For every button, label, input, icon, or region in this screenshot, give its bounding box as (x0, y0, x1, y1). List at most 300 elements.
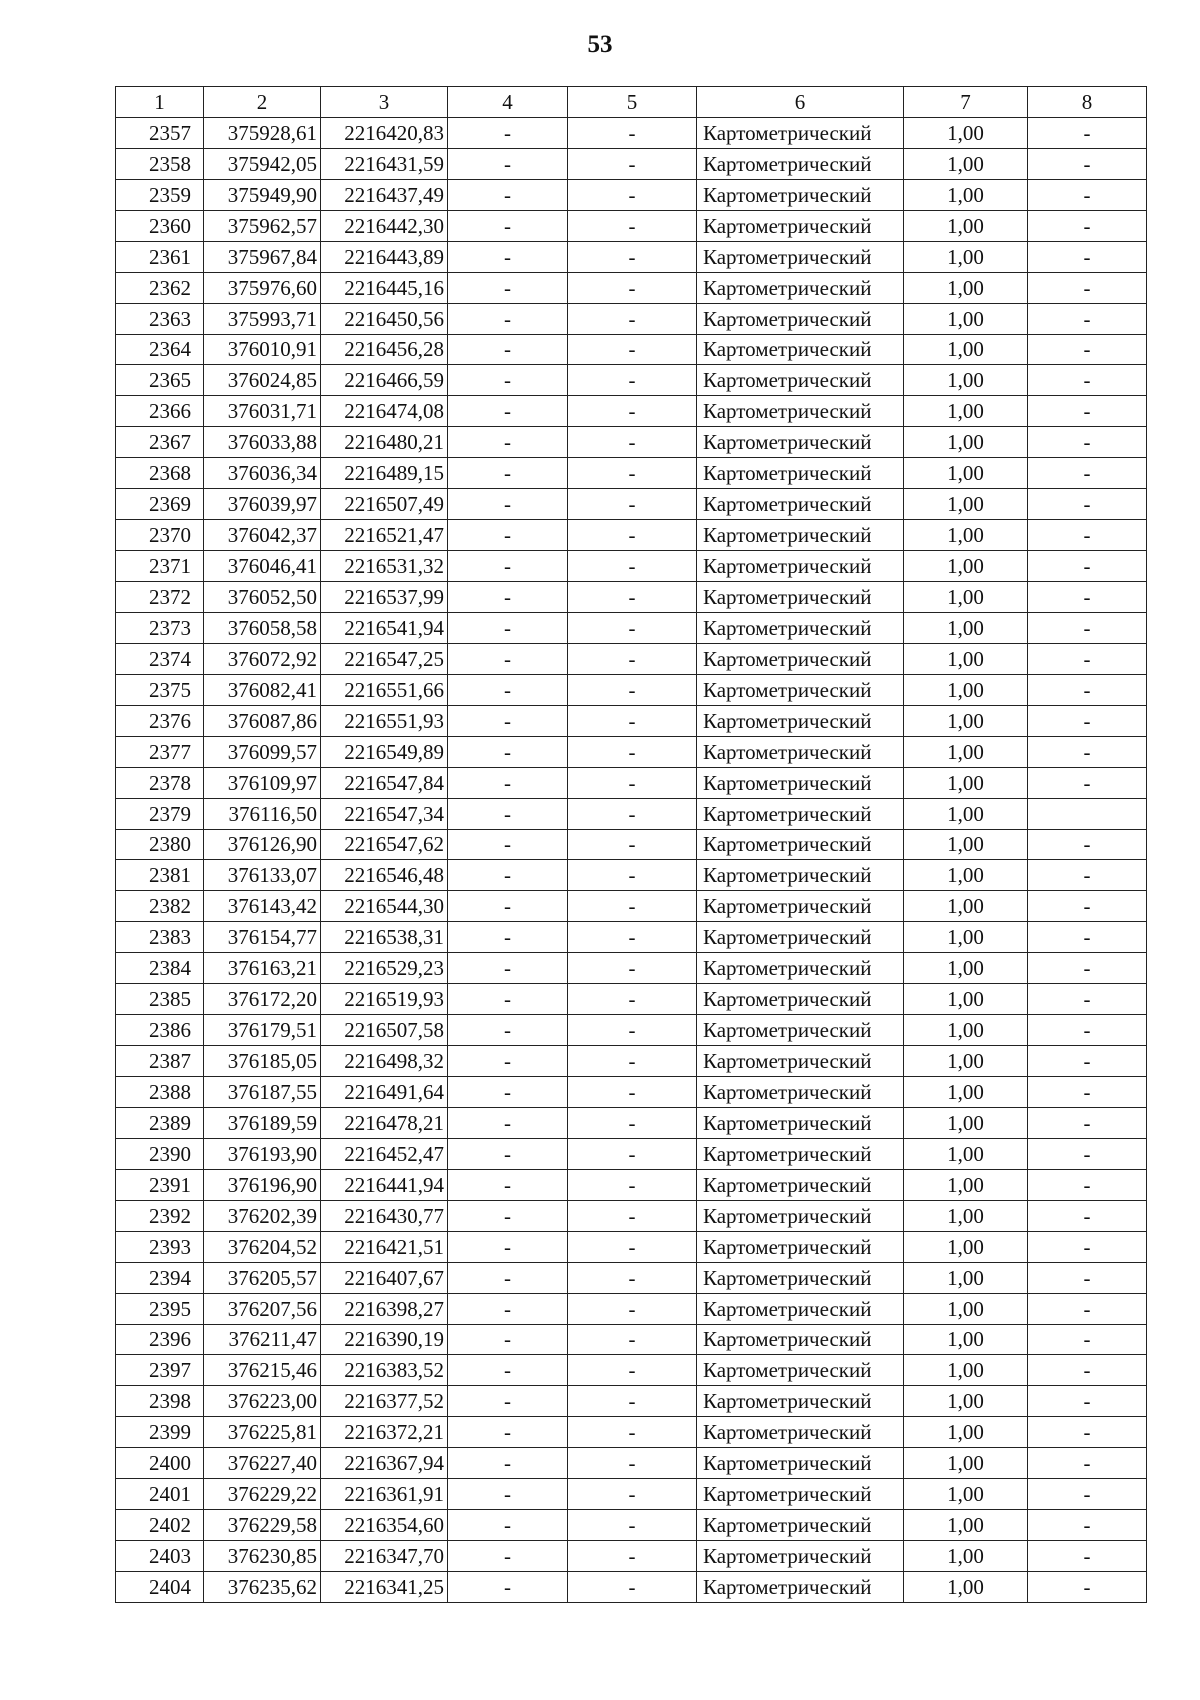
method-cell: Картометрический (697, 798, 904, 829)
point-number-cell: 2379 (116, 798, 204, 829)
point-number-cell: 2359 (116, 179, 204, 210)
column-8-cell: - (1028, 860, 1147, 891)
column-4-cell: - (448, 705, 568, 736)
x-coordinate-cell: 376163,21 (204, 953, 321, 984)
x-coordinate-cell: 376229,58 (204, 1510, 321, 1541)
method-cell: Картометрический (697, 1386, 904, 1417)
method-cell: Картометрический (697, 1138, 904, 1169)
column-5-cell: - (568, 458, 697, 489)
point-number-cell: 2381 (116, 860, 204, 891)
column-8-cell: - (1028, 953, 1147, 984)
column-5-cell: - (568, 396, 697, 427)
column-4-cell: - (448, 1448, 568, 1479)
point-number-cell: 2385 (116, 984, 204, 1015)
table-row (116, 674, 1147, 705)
accuracy-cell: 1,00 (904, 489, 1028, 520)
accuracy-cell: 1,00 (904, 458, 1028, 489)
table-row (116, 210, 1147, 241)
method-cell: Картометрический (697, 179, 904, 210)
y-coordinate-cell: 2216547,62 (321, 829, 448, 860)
method-cell: Картометрический (697, 1417, 904, 1448)
method-cell: Картометрический (697, 520, 904, 551)
method-cell: Картометрический (697, 334, 904, 365)
point-number-cell: 2378 (116, 767, 204, 798)
x-coordinate-cell: 376087,86 (204, 705, 321, 736)
point-number-cell: 2369 (116, 489, 204, 520)
column-5-cell: - (568, 1324, 697, 1355)
table-row (116, 1200, 1147, 1231)
y-coordinate-cell: 2216437,49 (321, 179, 448, 210)
point-number-cell: 2393 (116, 1231, 204, 1262)
point-number-cell: 2398 (116, 1386, 204, 1417)
x-coordinate-cell: 375967,84 (204, 241, 321, 272)
column-5-cell: - (568, 1572, 697, 1603)
y-coordinate-cell: 2216441,94 (321, 1169, 448, 1200)
column-header: 7 (904, 87, 1028, 118)
column-4-cell: - (448, 179, 568, 210)
column-5-cell: - (568, 1417, 697, 1448)
column-5-cell: - (568, 705, 697, 736)
column-5-cell: - (568, 272, 697, 303)
column-5-cell: - (568, 1355, 697, 1386)
table-row (116, 922, 1147, 953)
y-coordinate-cell: 2216521,47 (321, 520, 448, 551)
column-header: 6 (697, 87, 904, 118)
column-4-cell: - (448, 736, 568, 767)
column-5-cell: - (568, 1293, 697, 1324)
x-coordinate-cell: 376225,81 (204, 1417, 321, 1448)
x-coordinate-cell: 376036,34 (204, 458, 321, 489)
accuracy-cell: 1,00 (904, 241, 1028, 272)
column-4-cell: - (448, 1169, 568, 1200)
column-header: 5 (568, 87, 697, 118)
point-number-cell: 2367 (116, 427, 204, 458)
method-cell: Картометрический (697, 1107, 904, 1138)
column-8-cell: - (1028, 612, 1147, 643)
table-row (116, 1138, 1147, 1169)
accuracy-cell: 1,00 (904, 1293, 1028, 1324)
column-5-cell: - (568, 1046, 697, 1077)
table-row (116, 984, 1147, 1015)
column-8-cell: - (1028, 1448, 1147, 1479)
column-5-cell: - (568, 427, 697, 458)
point-number-cell: 2364 (116, 334, 204, 365)
y-coordinate-cell: 2216372,21 (321, 1417, 448, 1448)
y-coordinate-cell: 2216452,47 (321, 1138, 448, 1169)
table-row (116, 798, 1147, 829)
accuracy-cell: 1,00 (904, 1077, 1028, 1108)
method-cell: Картометрический (697, 241, 904, 272)
table-header (116, 87, 1147, 118)
method-cell: Картометрический (697, 891, 904, 922)
method-cell: Картометрический (697, 117, 904, 148)
table-row (116, 829, 1147, 860)
table-row (116, 1541, 1147, 1572)
column-5-cell: - (568, 1479, 697, 1510)
table-row (116, 1046, 1147, 1077)
accuracy-cell: 1,00 (904, 705, 1028, 736)
accuracy-cell: 1,00 (904, 1448, 1028, 1479)
accuracy-cell: 1,00 (904, 736, 1028, 767)
y-coordinate-cell: 2216430,77 (321, 1200, 448, 1231)
point-number-cell: 2361 (116, 241, 204, 272)
method-cell: Картометрический (697, 767, 904, 798)
column-5-cell: - (568, 953, 697, 984)
x-coordinate-cell: 376172,20 (204, 984, 321, 1015)
y-coordinate-cell: 2216551,66 (321, 674, 448, 705)
column-8-cell: - (1028, 427, 1147, 458)
column-4-cell: - (448, 551, 568, 582)
column-4-cell: - (448, 1077, 568, 1108)
table-body (116, 117, 1147, 1602)
table-row (116, 1510, 1147, 1541)
column-8-cell: - (1028, 829, 1147, 860)
method-cell: Картометрический (697, 1200, 904, 1231)
column-8-cell: - (1028, 458, 1147, 489)
y-coordinate-cell: 2216547,84 (321, 767, 448, 798)
accuracy-cell: 1,00 (904, 1417, 1028, 1448)
x-coordinate-cell: 376215,46 (204, 1355, 321, 1386)
accuracy-cell: 1,00 (904, 1200, 1028, 1231)
y-coordinate-cell: 2216547,34 (321, 798, 448, 829)
table-row (116, 736, 1147, 767)
table-row (116, 1355, 1147, 1386)
column-5-cell: - (568, 736, 697, 767)
x-coordinate-cell: 376052,50 (204, 582, 321, 613)
y-coordinate-cell: 2216507,49 (321, 489, 448, 520)
table-row (116, 520, 1147, 551)
method-cell: Картометрический (697, 551, 904, 582)
x-coordinate-cell: 376072,92 (204, 643, 321, 674)
table-row (116, 1324, 1147, 1355)
column-8-cell: - (1028, 1293, 1147, 1324)
method-cell: Картометрический (697, 1541, 904, 1572)
accuracy-cell: 1,00 (904, 396, 1028, 427)
column-8-cell: - (1028, 1200, 1147, 1231)
y-coordinate-cell: 2216507,58 (321, 1015, 448, 1046)
accuracy-cell: 1,00 (904, 860, 1028, 891)
method-cell: Картометрический (697, 953, 904, 984)
point-number-cell: 2394 (116, 1262, 204, 1293)
point-number-cell: 2368 (116, 458, 204, 489)
column-8-cell: - (1028, 1510, 1147, 1541)
column-8-cell: - (1028, 489, 1147, 520)
x-coordinate-cell: 376099,57 (204, 736, 321, 767)
method-cell: Картометрический (697, 1015, 904, 1046)
method-cell: Картометрический (697, 736, 904, 767)
column-8-cell: - (1028, 117, 1147, 148)
column-8-cell (1028, 798, 1147, 829)
column-4-cell: - (448, 767, 568, 798)
column-5-cell: - (568, 829, 697, 860)
x-coordinate-cell: 376179,51 (204, 1015, 321, 1046)
accuracy-cell: 1,00 (904, 1138, 1028, 1169)
y-coordinate-cell: 2216450,56 (321, 303, 448, 334)
table-row (116, 1417, 1147, 1448)
x-coordinate-cell: 376211,47 (204, 1324, 321, 1355)
column-5-cell: - (568, 582, 697, 613)
column-4-cell: - (448, 1262, 568, 1293)
accuracy-cell: 1,00 (904, 1262, 1028, 1293)
column-4-cell: - (448, 1138, 568, 1169)
column-4-cell: - (448, 1015, 568, 1046)
x-coordinate-cell: 376154,77 (204, 922, 321, 953)
column-4-cell: - (448, 582, 568, 613)
x-coordinate-cell: 376039,97 (204, 489, 321, 520)
column-4-cell: - (448, 303, 568, 334)
table-row (116, 272, 1147, 303)
x-coordinate-cell: 376202,39 (204, 1200, 321, 1231)
column-5-cell: - (568, 860, 697, 891)
method-cell: Картометрический (697, 458, 904, 489)
accuracy-cell: 1,00 (904, 303, 1028, 334)
x-coordinate-cell: 376031,71 (204, 396, 321, 427)
point-number-cell: 2372 (116, 582, 204, 613)
column-5-cell: - (568, 798, 697, 829)
column-8-cell: - (1028, 1417, 1147, 1448)
point-number-cell: 2389 (116, 1107, 204, 1138)
method-cell: Картометрический (697, 1293, 904, 1324)
column-8-cell: - (1028, 1355, 1147, 1386)
column-8-cell: - (1028, 643, 1147, 674)
method-cell: Картометрический (697, 148, 904, 179)
method-cell: Картометрический (697, 582, 904, 613)
column-5-cell: - (568, 365, 697, 396)
table-row (116, 489, 1147, 520)
point-number-cell: 2360 (116, 210, 204, 241)
column-4-cell: - (448, 1046, 568, 1077)
x-coordinate-cell: 376033,88 (204, 427, 321, 458)
column-5-cell: - (568, 303, 697, 334)
table-row (116, 1479, 1147, 1510)
y-coordinate-cell: 2216443,89 (321, 241, 448, 272)
column-5-cell: - (568, 767, 697, 798)
method-cell: Картометрический (697, 674, 904, 705)
point-number-cell: 2386 (116, 1015, 204, 1046)
method-cell: Картометрический (697, 210, 904, 241)
point-number-cell: 2358 (116, 148, 204, 179)
y-coordinate-cell: 2216354,60 (321, 1510, 448, 1541)
column-8-cell: - (1028, 179, 1147, 210)
column-5-cell: - (568, 1231, 697, 1262)
column-5-cell: - (568, 1541, 697, 1572)
accuracy-cell: 1,00 (904, 674, 1028, 705)
column-8-cell: - (1028, 303, 1147, 334)
column-8-cell: - (1028, 148, 1147, 179)
method-cell: Картометрический (697, 705, 904, 736)
column-8-cell: - (1028, 891, 1147, 922)
column-8-cell: - (1028, 365, 1147, 396)
accuracy-cell: 1,00 (904, 551, 1028, 582)
column-5-cell: - (568, 489, 697, 520)
accuracy-cell: 1,00 (904, 953, 1028, 984)
point-number-cell: 2400 (116, 1448, 204, 1479)
table-row (116, 1077, 1147, 1108)
x-coordinate-cell: 376193,90 (204, 1138, 321, 1169)
column-4-cell: - (448, 1479, 568, 1510)
x-coordinate-cell: 376046,41 (204, 551, 321, 582)
column-4-cell: - (448, 643, 568, 674)
column-8-cell: - (1028, 582, 1147, 613)
x-coordinate-cell: 376187,55 (204, 1077, 321, 1108)
method-cell: Картометрический (697, 1077, 904, 1108)
point-number-cell: 2392 (116, 1200, 204, 1231)
table-row (116, 1386, 1147, 1417)
column-4-cell: - (448, 458, 568, 489)
accuracy-cell: 1,00 (904, 1324, 1028, 1355)
accuracy-cell: 1,00 (904, 117, 1028, 148)
point-number-cell: 2362 (116, 272, 204, 303)
y-coordinate-cell: 2216537,99 (321, 582, 448, 613)
x-coordinate-cell: 376082,41 (204, 674, 321, 705)
table-row (116, 1107, 1147, 1138)
column-5-cell: - (568, 643, 697, 674)
column-8-cell: - (1028, 334, 1147, 365)
method-cell: Картометрический (697, 829, 904, 860)
point-number-cell: 2370 (116, 520, 204, 551)
x-coordinate-cell: 376116,50 (204, 798, 321, 829)
table-row (116, 705, 1147, 736)
accuracy-cell: 1,00 (904, 829, 1028, 860)
column-8-cell: - (1028, 705, 1147, 736)
y-coordinate-cell: 2216531,32 (321, 551, 448, 582)
y-coordinate-cell: 2216474,08 (321, 396, 448, 427)
point-number-cell: 2371 (116, 551, 204, 582)
column-5-cell: - (568, 241, 697, 272)
column-8-cell: - (1028, 1386, 1147, 1417)
column-header: 8 (1028, 87, 1147, 118)
column-5-cell: - (568, 891, 697, 922)
column-4-cell: - (448, 612, 568, 643)
method-cell: Картометрический (697, 643, 904, 674)
column-5-cell: - (568, 1386, 697, 1417)
column-8-cell: - (1028, 1479, 1147, 1510)
y-coordinate-cell: 2216420,83 (321, 117, 448, 148)
y-coordinate-cell: 2216480,21 (321, 427, 448, 458)
table-row (116, 860, 1147, 891)
table-row (116, 365, 1147, 396)
x-coordinate-cell: 375993,71 (204, 303, 321, 334)
column-8-cell: - (1028, 1077, 1147, 1108)
x-coordinate-cell: 376205,57 (204, 1262, 321, 1293)
column-8-cell: - (1028, 241, 1147, 272)
y-coordinate-cell: 2216498,32 (321, 1046, 448, 1077)
point-number-cell: 2396 (116, 1324, 204, 1355)
y-coordinate-cell: 2216421,51 (321, 1231, 448, 1262)
column-header: 2 (204, 87, 321, 118)
column-8-cell: - (1028, 520, 1147, 551)
column-8-cell: - (1028, 674, 1147, 705)
point-number-cell: 2376 (116, 705, 204, 736)
column-8-cell: - (1028, 1262, 1147, 1293)
column-5-cell: - (568, 1169, 697, 1200)
coordinates-table (115, 86, 1147, 1603)
y-coordinate-cell: 2216538,31 (321, 922, 448, 953)
column-5-cell: - (568, 334, 697, 365)
method-cell: Картометрический (697, 365, 904, 396)
method-cell: Картометрический (697, 1231, 904, 1262)
table-row (116, 1448, 1147, 1479)
x-coordinate-cell: 376042,37 (204, 520, 321, 551)
column-4-cell: - (448, 829, 568, 860)
column-8-cell: - (1028, 1046, 1147, 1077)
table-row (116, 117, 1147, 148)
table-row (116, 334, 1147, 365)
column-5-cell: - (568, 179, 697, 210)
column-8-cell: - (1028, 1324, 1147, 1355)
column-4-cell: - (448, 241, 568, 272)
accuracy-cell: 1,00 (904, 179, 1028, 210)
y-coordinate-cell: 2216442,30 (321, 210, 448, 241)
point-number-cell: 2387 (116, 1046, 204, 1077)
x-coordinate-cell: 376229,22 (204, 1479, 321, 1510)
x-coordinate-cell: 375942,05 (204, 148, 321, 179)
column-5-cell: - (568, 922, 697, 953)
point-number-cell: 2373 (116, 612, 204, 643)
accuracy-cell: 1,00 (904, 612, 1028, 643)
accuracy-cell: 1,00 (904, 643, 1028, 674)
point-number-cell: 2390 (116, 1138, 204, 1169)
table-row (116, 241, 1147, 272)
column-4-cell: - (448, 1572, 568, 1603)
x-coordinate-cell: 376133,07 (204, 860, 321, 891)
point-number-cell: 2401 (116, 1479, 204, 1510)
column-4-cell: - (448, 953, 568, 984)
accuracy-cell: 1,00 (904, 1510, 1028, 1541)
y-coordinate-cell: 2216431,59 (321, 148, 448, 179)
accuracy-cell: 1,00 (904, 148, 1028, 179)
column-4-cell: - (448, 860, 568, 891)
column-8-cell: - (1028, 922, 1147, 953)
method-cell: Картометрический (697, 272, 904, 303)
table-row (116, 643, 1147, 674)
column-4-cell: - (448, 520, 568, 551)
column-8-cell: - (1028, 1138, 1147, 1169)
column-8-cell: - (1028, 210, 1147, 241)
column-4-cell: - (448, 1324, 568, 1355)
point-number-cell: 2374 (116, 643, 204, 674)
column-5-cell: - (568, 148, 697, 179)
column-5-cell: - (568, 210, 697, 241)
column-8-cell: - (1028, 396, 1147, 427)
y-coordinate-cell: 2216383,52 (321, 1355, 448, 1386)
point-number-cell: 2383 (116, 922, 204, 953)
column-4-cell: - (448, 1541, 568, 1572)
method-cell: Картометрический (697, 1479, 904, 1510)
table-row (116, 1293, 1147, 1324)
table-row (116, 612, 1147, 643)
y-coordinate-cell: 2216489,15 (321, 458, 448, 489)
method-cell: Картометрический (697, 396, 904, 427)
x-coordinate-cell: 376143,42 (204, 891, 321, 922)
accuracy-cell: 1,00 (904, 520, 1028, 551)
y-coordinate-cell: 2216529,23 (321, 953, 448, 984)
column-4-cell: - (448, 674, 568, 705)
column-8-cell: - (1028, 1015, 1147, 1046)
column-4-cell: - (448, 1417, 568, 1448)
method-cell: Картометрический (697, 489, 904, 520)
method-cell: Картометрический (697, 984, 904, 1015)
y-coordinate-cell: 2216541,94 (321, 612, 448, 643)
table-row (116, 179, 1147, 210)
point-number-cell: 2357 (116, 117, 204, 148)
point-number-cell: 2375 (116, 674, 204, 705)
page-number: 53 (587, 31, 613, 58)
x-coordinate-cell: 376189,59 (204, 1107, 321, 1138)
x-coordinate-cell: 376126,90 (204, 829, 321, 860)
x-coordinate-cell: 376223,00 (204, 1386, 321, 1417)
column-5-cell: - (568, 1107, 697, 1138)
